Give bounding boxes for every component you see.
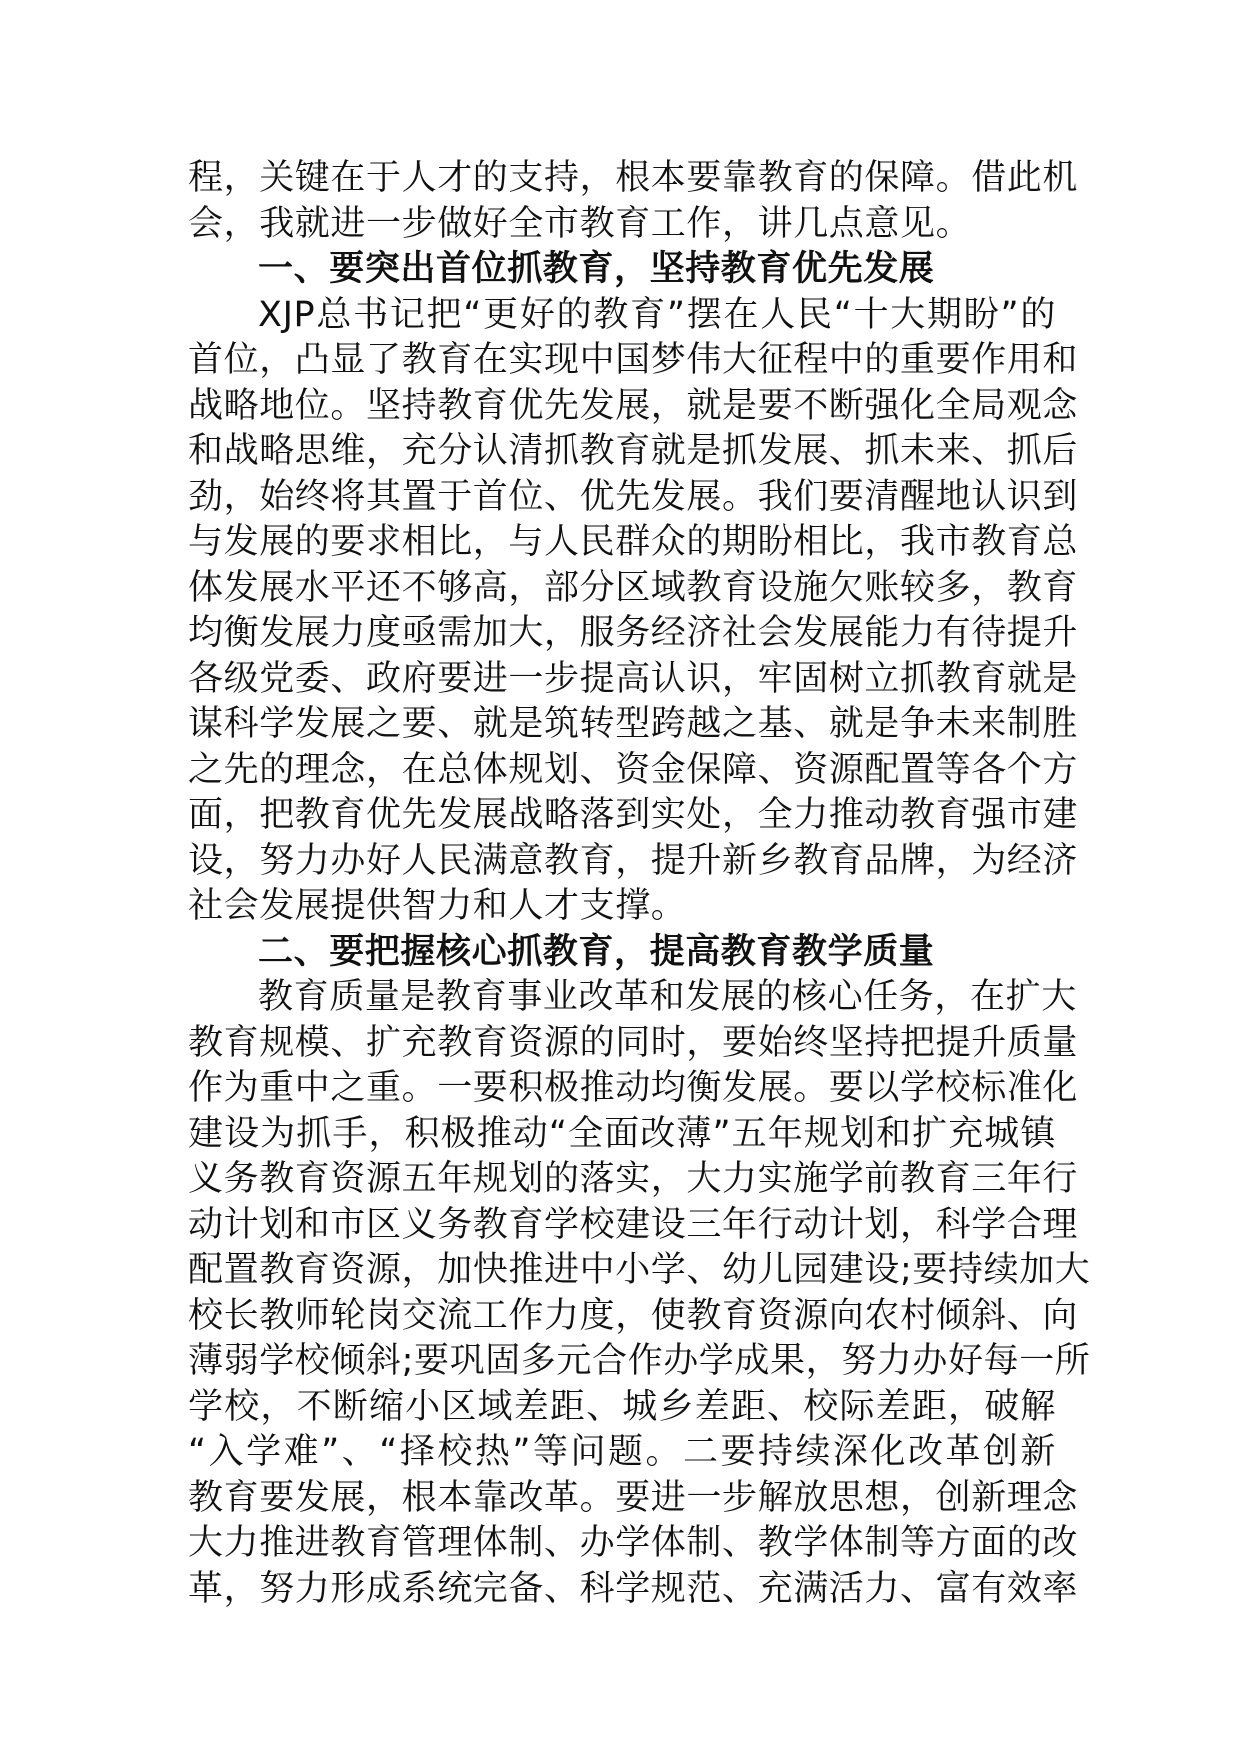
- document-body: [188, 156, 1091, 1612]
- text-line: 与发展的要求相比，与人民群众的期盼相比，我市教育总: [188, 522, 1079, 562]
- text-line: 革，努力形成系统完备、科学规范、充满活力、富有效率: [188, 1568, 1079, 1609]
- paragraph-first-line: XJP总书记把“更好的教育”摆在人民“十大期盼”的: [258, 294, 1056, 335]
- text-line: 作为重中之重。一要积极推动均衡发展。要以学校标准化: [188, 1068, 1079, 1108]
- text-line: 设，努力办好人民满意教育，提升新乡教育品牌，为经济: [188, 840, 1079, 881]
- text-line: 体发展水平还不够高，部分区域教育设施欠账较多，教育: [188, 567, 1079, 608]
- text-line: 和战略思维，充分认清抓教育就是抓发展、抓未来、抓后: [188, 431, 1079, 471]
- section-heading: 一、要突出首位抓教育，坚持教育优先发展: [258, 249, 935, 289]
- paragraph-first-line: 教育质量是教育事业改革和发展的核心任务，在扩大: [258, 977, 1077, 1017]
- text-line: 大力推进教育管理体制、办学体制、教学体制等方面的改: [188, 1523, 1079, 1563]
- text-line: 战略地位。坚持教育优先发展，就是要不断强化全局观念: [188, 385, 1079, 426]
- text-line: 动计划和市区义务教育学校建设三年行动计划，科学合理: [188, 1204, 1079, 1245]
- text-line: 面，把教育优先发展战略落到实处，全力推动教育强市建: [188, 795, 1079, 835]
- section-heading: 二、要把握核心抓教育，提高教育教学质量: [258, 931, 935, 972]
- text-line: 程，关键在于人才的支持，根本要靠教育的保障。借此机: [188, 158, 1079, 198]
- text-line: 校长教师轮岗交流工作力度，使教育资源向农村倾斜、向: [188, 1295, 1079, 1336]
- text-line: 教育要发展，根本靠改革。要进一步解放思想，创新理念: [188, 1477, 1079, 1518]
- paragraph-last-line: 会，我就进一步做好全市教育工作，讲几点意见。: [188, 203, 972, 244]
- text-line: 均衡发展力度亟需加大，服务经济社会发展能力有待提升: [188, 613, 1079, 653]
- text-line: 教育规模、扩充教育资源的同时，要始终坚持把提升质量: [188, 1022, 1079, 1063]
- text-line: 首位，凸显了教育在实现中国梦伟大征程中的重要作用和: [188, 340, 1079, 380]
- text-line: 谋科学发展之要、就是筑转型跨越之基、就是争未来制胜: [188, 704, 1079, 744]
- text-line: 之先的理念，在总体规划、资金保障、资源配置等各个方: [188, 749, 1079, 790]
- text-line: 各级党委、政府要进一步提高认识，牢固树立抓教育就是: [188, 658, 1079, 699]
- text-line: 建设为抓手，积极推动“全面改薄”五年规划和扩充城镇: [188, 1113, 1056, 1154]
- text-line: 薄弱学校倾斜;要巩固多元合作办学成果，努力办好每一所: [188, 1341, 1091, 1381]
- paragraph-last-line: 社会发展提供智力和人才支撑。: [188, 886, 687, 926]
- text-line: 劲，始终将其置于首位、优先发展。我们要清醒地认识到: [188, 476, 1079, 517]
- text-line: 配置教育资源，加快推进中小学、幼儿园建设;要持续加大: [188, 1250, 1091, 1290]
- text-line: 义务教育资源五年规划的落实，大力实施学前教育三年行: [188, 1159, 1079, 1199]
- text-line: 学校，不断缩小区域差距、城乡差距、校际差距，破解: [188, 1386, 1056, 1427]
- text-line: “入学难”、“择校热”等问题。二要持续深化改革创新: [188, 1432, 1056, 1472]
